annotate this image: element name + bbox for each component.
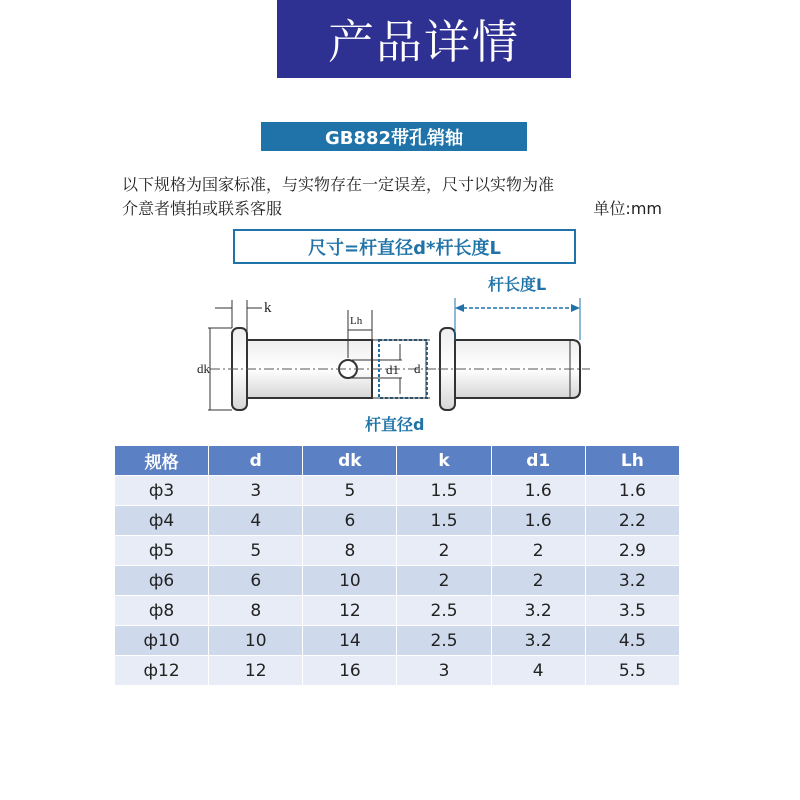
- table-cell: ф3: [115, 476, 209, 506]
- product-model-title: GB882带孔销轴: [261, 122, 527, 151]
- table-cell: 1.5: [397, 476, 491, 506]
- dim-lh-label: Lh: [350, 315, 363, 327]
- table-cell: 2: [491, 536, 585, 566]
- table-cell: 5: [303, 476, 397, 506]
- table-row: [115, 596, 680, 626]
- table-cell: 1.5: [397, 506, 491, 536]
- table-cell: 2.5: [397, 596, 491, 626]
- table-cell: 3.2: [585, 566, 679, 596]
- table-cell: 2.5: [397, 626, 491, 656]
- rod-diameter-label: 杆直径d: [365, 415, 425, 434]
- table-row: [115, 536, 680, 566]
- size-formula: 尺寸=杆直径d*杆长度L: [233, 229, 576, 264]
- table-cell: ф12: [115, 656, 209, 686]
- table-cell: 5: [209, 536, 303, 566]
- table-cell: 2: [397, 566, 491, 596]
- rod-length-label: 杆长度L: [488, 275, 547, 294]
- table-cell: ф4: [115, 506, 209, 536]
- table-cell: 8: [303, 536, 397, 566]
- table-cell: 5.5: [585, 656, 679, 686]
- dim-d1-label: d1: [386, 362, 399, 377]
- table-cell: 4: [209, 506, 303, 536]
- table-cell: ф10: [115, 626, 209, 656]
- table-cell: 4: [491, 656, 585, 686]
- dim-d-label: d: [414, 361, 421, 376]
- col-dk: dk: [303, 446, 397, 476]
- table-row: [115, 566, 680, 596]
- table-cell: ф6: [115, 566, 209, 596]
- table-row: [115, 506, 680, 536]
- disclaimer-text: 以下规格为国家标准，与实物存在一定误差，尺寸以实物为准: [122, 175, 555, 194]
- table-cell: 10: [303, 566, 397, 596]
- col-d: d: [209, 446, 303, 476]
- table-cell: 3.2: [491, 626, 585, 656]
- unit-label: 单位:mm: [593, 199, 662, 218]
- spec-table: [114, 445, 680, 686]
- table-cell: 4.5: [585, 626, 679, 656]
- table-cell: 2.2: [585, 506, 679, 536]
- table-row: [115, 626, 680, 656]
- col-lh: Lh: [585, 446, 679, 476]
- table-cell: ф5: [115, 536, 209, 566]
- table-cell: 1.6: [491, 476, 585, 506]
- table-cell: 12: [303, 596, 397, 626]
- table-cell: 14: [303, 626, 397, 656]
- table-row: [115, 656, 680, 686]
- table-cell: 12: [209, 656, 303, 686]
- table-cell: 6: [303, 506, 397, 536]
- table-cell: 8: [209, 596, 303, 626]
- table-cell: 3: [209, 476, 303, 506]
- table-cell: 1.6: [585, 476, 679, 506]
- table-row: [115, 476, 680, 506]
- disclaimer-line-2: [122, 196, 662, 219]
- table-cell: ф8: [115, 596, 209, 626]
- table-cell: 10: [209, 626, 303, 656]
- table-cell: 2.9: [585, 536, 679, 566]
- col-d1: d1: [491, 446, 585, 476]
- page-title: 产品详情: [277, 0, 571, 78]
- table-cell: 2: [397, 536, 491, 566]
- dim-dk-label: dk: [197, 361, 210, 376]
- table-cell: 3.5: [585, 596, 679, 626]
- table-cell: 3: [397, 656, 491, 686]
- table-cell: 2: [491, 566, 585, 596]
- table-header-row: [115, 446, 680, 476]
- table-cell: 1.6: [491, 506, 585, 536]
- contact-note: 介意者慎拍或联系客服: [122, 199, 283, 218]
- table-cell: 3.2: [491, 596, 585, 626]
- table-cell: 6: [209, 566, 303, 596]
- col-k: k: [397, 446, 491, 476]
- col-spec: 规格: [115, 446, 209, 476]
- dim-k-label: k: [264, 300, 272, 316]
- table-cell: 16: [303, 656, 397, 686]
